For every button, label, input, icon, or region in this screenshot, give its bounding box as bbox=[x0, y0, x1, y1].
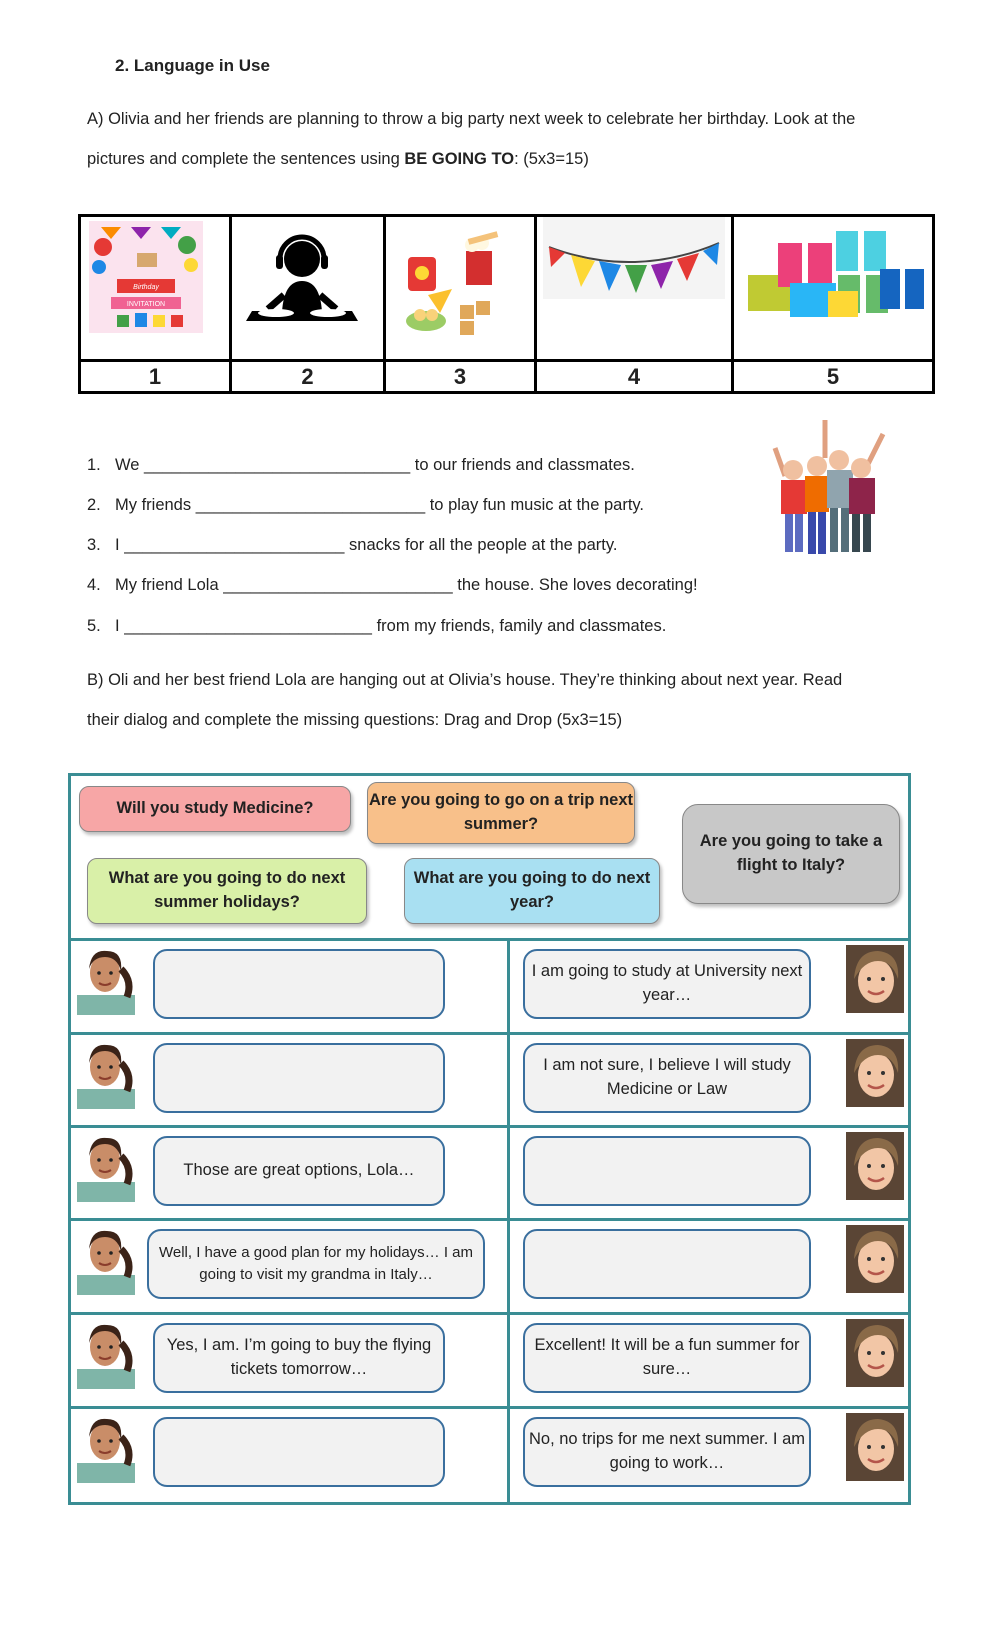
option-next-summer-holidays[interactable]: What are you going to do next summer holidays? bbox=[87, 858, 367, 924]
picture-cell-1 bbox=[81, 217, 232, 359]
option-trip-next-summer[interactable]: Are you going to go on a trip next summer? bbox=[367, 782, 635, 844]
picture-number-1: 1 bbox=[81, 362, 232, 391]
column-divider bbox=[507, 938, 510, 1505]
picture-cell-3 bbox=[386, 217, 537, 359]
lola-avatar bbox=[846, 1225, 904, 1293]
lola-speech-bubble: No, no trips for me next summer. I am going to work… bbox=[523, 1417, 811, 1487]
invitation-text: INVITATION bbox=[126, 301, 166, 308]
option-flight-to-italy[interactable]: Are you going to take a flight to Italy? bbox=[682, 804, 900, 904]
picture-cell-2 bbox=[232, 217, 386, 359]
olivia-drop-zone[interactable] bbox=[153, 1043, 445, 1113]
sentence-5: 5. I ___________________________ from my friends, family and classmates. bbox=[87, 617, 667, 635]
bunting-picture bbox=[537, 217, 731, 357]
picture-number-2: 2 bbox=[232, 362, 386, 391]
option-next-year[interactable]: What are you going to do next year? bbox=[404, 858, 660, 924]
picture-cell-4 bbox=[537, 217, 734, 359]
sentence-3: 3. I ________________________ snacks for all the people at the party. bbox=[87, 536, 618, 554]
lola-speech-bubble: I am not sure, I believe I will study Medicine or Law bbox=[523, 1043, 811, 1113]
snacks-picture bbox=[386, 217, 534, 357]
answer-blank-3[interactable]: ________________________ bbox=[124, 536, 345, 554]
olivia-speech-bubble: Well, I have a good plan for my holidays… I am going to visit my grandma in Italy… bbox=[147, 1229, 485, 1299]
lola-avatar bbox=[846, 945, 904, 1013]
answer-blank-5[interactable]: ___________________________ bbox=[124, 617, 372, 635]
olivia-avatar bbox=[77, 1041, 135, 1109]
olivia-drop-zone[interactable] bbox=[153, 1417, 445, 1487]
answer-blank-2[interactable]: _________________________ bbox=[195, 496, 426, 514]
dj-icon bbox=[232, 217, 382, 357]
olivia-drop-zone[interactable] bbox=[153, 949, 445, 1019]
invitation-picture bbox=[81, 217, 229, 357]
lola-avatar bbox=[846, 1039, 904, 1107]
olivia-avatar bbox=[77, 1321, 135, 1389]
picture-table bbox=[78, 214, 935, 394]
part-b-instructions-line2: their dialog and complete the missing questions: Drag and Drop (5x3=15) bbox=[87, 711, 623, 729]
divider bbox=[71, 938, 908, 941]
divider bbox=[71, 1312, 908, 1315]
sentence-1: 1. We _____________________________ to our friends and classmates. bbox=[87, 456, 635, 474]
divider bbox=[71, 1125, 908, 1128]
olivia-avatar bbox=[77, 947, 135, 1015]
lola-avatar bbox=[846, 1319, 904, 1387]
lola-speech-bubble: Excellent! It will be a fun summer for sure… bbox=[523, 1323, 811, 1393]
answer-blank-1[interactable]: _____________________________ bbox=[144, 456, 411, 474]
gifts-picture bbox=[734, 217, 930, 357]
answer-blank-4[interactable]: _________________________ bbox=[223, 576, 453, 594]
olivia-speech-bubble: Those are great options, Lola… bbox=[153, 1136, 445, 1206]
olivia-avatar bbox=[77, 1227, 135, 1295]
section-heading: 2. Language in Use bbox=[115, 56, 270, 75]
friends-celebrating-picture bbox=[755, 418, 895, 563]
part-a-instructions-line2: pictures and complete the sentences using BE GOING TO: (5x3=15) bbox=[87, 150, 589, 168]
option-will-you-study-medicine[interactable]: Will you study Medicine? bbox=[79, 786, 351, 832]
picture-number-3: 3 bbox=[386, 362, 537, 391]
invitation-title: Birthday bbox=[133, 284, 159, 291]
lola-drop-zone[interactable] bbox=[523, 1136, 811, 1206]
part-b-instructions-line1: B) Oli and her best friend Lola are hanging out at Olivia’s house. They’re thinking about next year. Read bbox=[87, 671, 843, 689]
divider bbox=[71, 1218, 908, 1221]
divider bbox=[71, 1032, 908, 1035]
picture-number-5: 5 bbox=[826, 364, 840, 389]
sentence-4: 4. My friend Lola _________________________ the house. She loves decorating! bbox=[87, 576, 698, 594]
olivia-avatar bbox=[77, 1415, 135, 1483]
olivia-avatar bbox=[77, 1134, 135, 1202]
dialog-activity-area bbox=[68, 773, 911, 1505]
lola-avatar bbox=[846, 1132, 904, 1200]
divider bbox=[71, 1406, 908, 1409]
picture-number-4: 4 bbox=[537, 362, 734, 391]
picture-cell-5 bbox=[734, 217, 932, 359]
lola-avatar bbox=[846, 1413, 904, 1481]
sentence-2: 2. My friends _________________________ to play fun music at the party. bbox=[87, 496, 645, 514]
picture-number-row bbox=[81, 359, 932, 391]
olivia-speech-bubble: Yes, I am. I’m going to buy the flying tickets tomorrow… bbox=[153, 1323, 445, 1393]
lola-drop-zone[interactable] bbox=[523, 1229, 811, 1299]
lola-speech-bubble: I am going to study at University next year… bbox=[523, 949, 811, 1019]
part-a-instructions-line1: A) Olivia and her friends are planning to throw a big party next week to celebrate her birthday. Look at the bbox=[87, 110, 856, 128]
